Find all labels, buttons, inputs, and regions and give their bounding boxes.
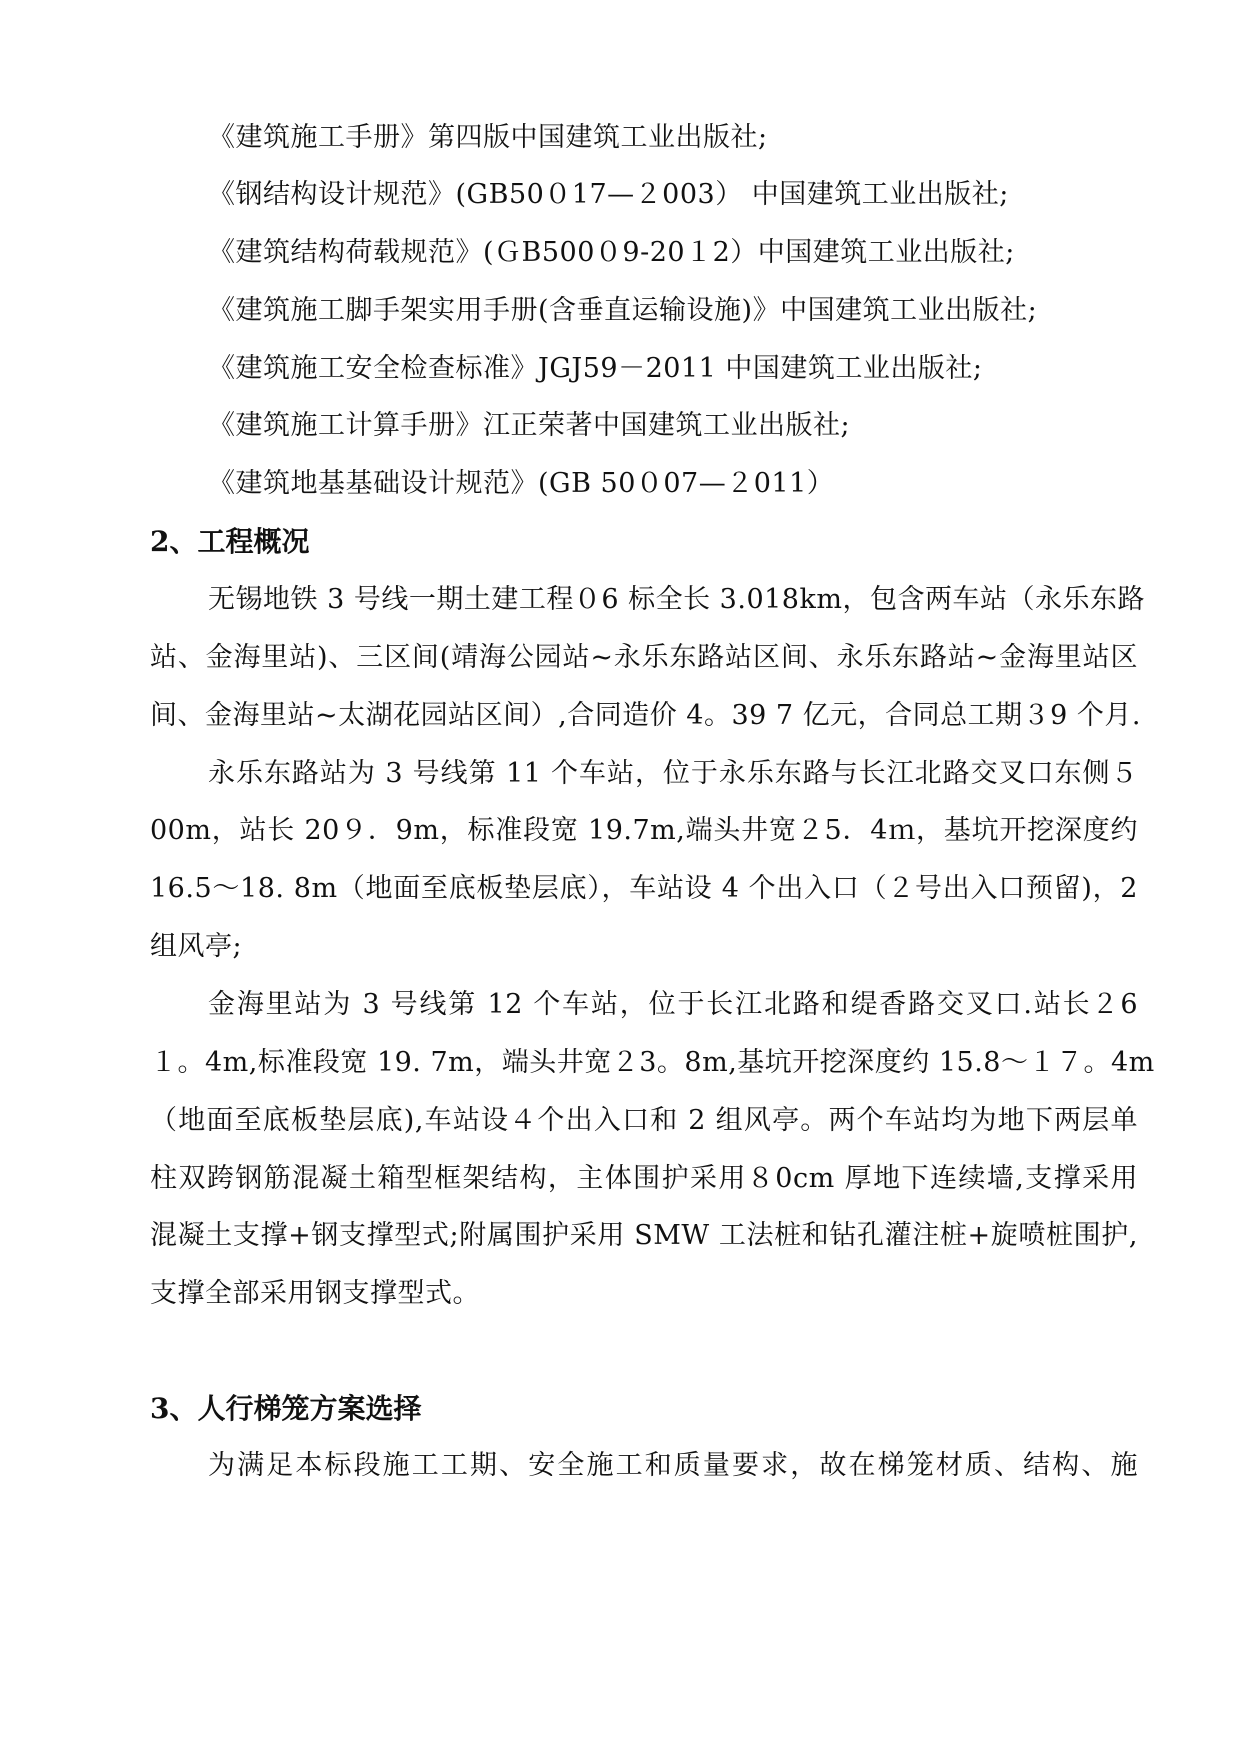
reference-item: 《建筑施工安全检查标准》JGJ59－2011 中国建筑工业出版社; (208, 353, 983, 384)
reference-item: 《钢结构设计规范》(GB50０17—２003） 中国建筑工业出版社; (208, 179, 1009, 210)
paragraph-line: １。4m,标准段宽 19. 7m，端头井宽２3。8m,基坑开挖深度约 15.8～１７。4m (150, 1047, 1155, 1078)
paragraph-line: 站、金海里站)、三区间(靖海公园站~永乐东路站区间、永乐东路站~金海里站区 (150, 642, 1138, 673)
paragraph-line: 为满足本标段施工工期、安全施工和质量要求，故在梯笼材质、结构、施 (208, 1450, 1138, 1481)
reference-item: 《建筑施工手册》第四版中国建筑工业出版社; (208, 122, 768, 153)
paragraph-line: （地面至底板垫层底),车站设４个出入口和 2 组风亭。两个车站均为地下两层单 (150, 1105, 1138, 1136)
paragraph-line: 00m，站长 20９．9m，标准段宽 19.7m,端头井宽２5．4ｍ，基坑开挖深度约 (150, 815, 1138, 846)
paragraph-line: 无锡地铁 3 号线一期土建工程０6 标全长 3.018km，包含两车站（永乐东路 (208, 584, 1145, 615)
paragraph-line: 金海里站为 3 号线第 12 个车站，位于长江北路和缇香路交叉口.站长２6 (208, 989, 1138, 1020)
section-heading: 2、工程概况 (150, 525, 310, 558)
paragraph-line: 混凝土支撑+钢支撑型式;附属围护采用 SMW 工法桩和钻孔灌注桩+旋喷桩围护, (150, 1220, 1138, 1251)
reference-item: 《建筑施工计算手册》江正荣著中国建筑工业出版社; (208, 410, 851, 441)
section-heading: 3、人行梯笼方案选择 (150, 1392, 422, 1425)
reference-item: 《建筑结构荷载规范》(ＧB500０9-20１2）中国建筑工业出版社; (208, 237, 1015, 268)
paragraph-line: 组风亭; (150, 931, 243, 962)
paragraph-line: 支撑全部采用钢支撑型式。 (150, 1278, 480, 1309)
reference-item: 《建筑施工脚手架实用手册(含垂直运输设施)》中国建筑工业出版社; (208, 295, 1038, 326)
paragraph-line: 16.5～18. 8m（地面至底板垫层底），车站设 4 个出入口（２号出入口预留)，2 (150, 873, 1138, 904)
paragraph-line: 柱双跨钢筋混凝土箱型框架结构，主体围护采用８0cm 厚地下连续墙,支撑采用 (150, 1163, 1138, 1194)
paragraph-line: 永乐东路站为 3 号线第 11 个车站，位于永乐东路与长江北路交叉口东侧５ (208, 758, 1138, 789)
reference-item: 《建筑地基基础设计规范》(GB 50０07—２011） (208, 468, 835, 499)
paragraph-line: 间、金海里站~太湖花园站区间）,合同造价 4。39 7 亿元，合同总工期３9 个月. (150, 700, 1142, 731)
